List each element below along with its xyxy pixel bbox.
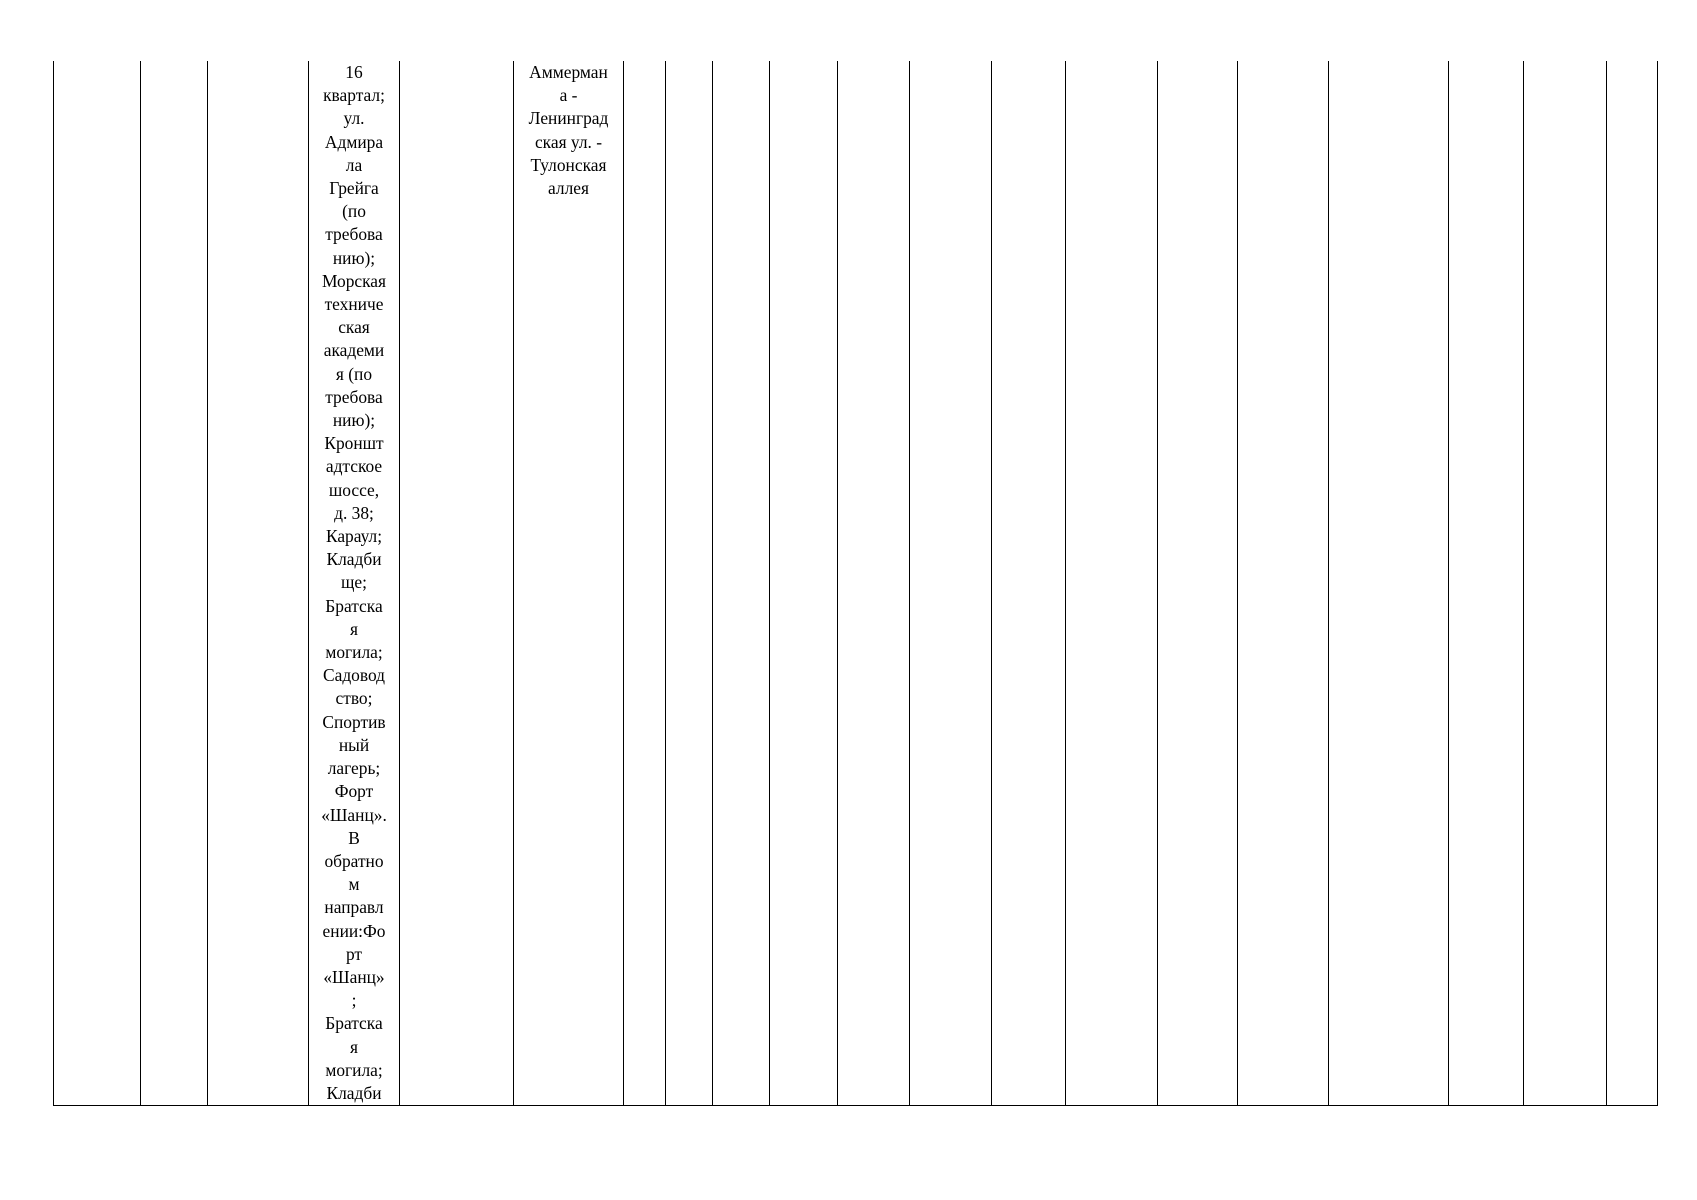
table-cell (1449, 61, 1524, 1106)
table-cell (1329, 61, 1449, 1106)
stops-cell (309, 61, 400, 1106)
route-streets-cell (514, 61, 624, 1106)
table-cell (838, 61, 910, 1106)
table-cell (1607, 61, 1658, 1106)
table-cell (400, 61, 514, 1106)
table-cell (54, 61, 141, 1106)
route-streets-text: Аммерман а - Ленинград ская ул. - Тулонская аллея (528, 62, 609, 199)
table-cell (992, 61, 1066, 1106)
table-cell (141, 61, 208, 1106)
table-cell (666, 61, 713, 1106)
stops-list-text: 16 квартал; ул. Адмира ла Грейга (по требова нию); Морская техниче ская академи я (по требова нию); Кроншт адтское шоссе, д. 38; Караул; Кладби ще; Братска я могила; Садовод ство; Спортив ный лагерь; Форт «Шанц». В обратно м направл ении:Фо рт «Шанц» ; Братска я могила; Кладби (321, 62, 387, 1103)
table-cell (624, 61, 666, 1106)
table-cell (910, 61, 992, 1106)
table-row (54, 61, 1658, 1106)
table-cell (208, 61, 309, 1106)
route-table (53, 61, 1658, 1106)
table-cell (1524, 61, 1607, 1106)
table-cell (713, 61, 770, 1106)
table-cell (1066, 61, 1158, 1106)
table-cell (770, 61, 838, 1106)
table-cell (1238, 61, 1329, 1106)
table-cell (1158, 61, 1238, 1106)
